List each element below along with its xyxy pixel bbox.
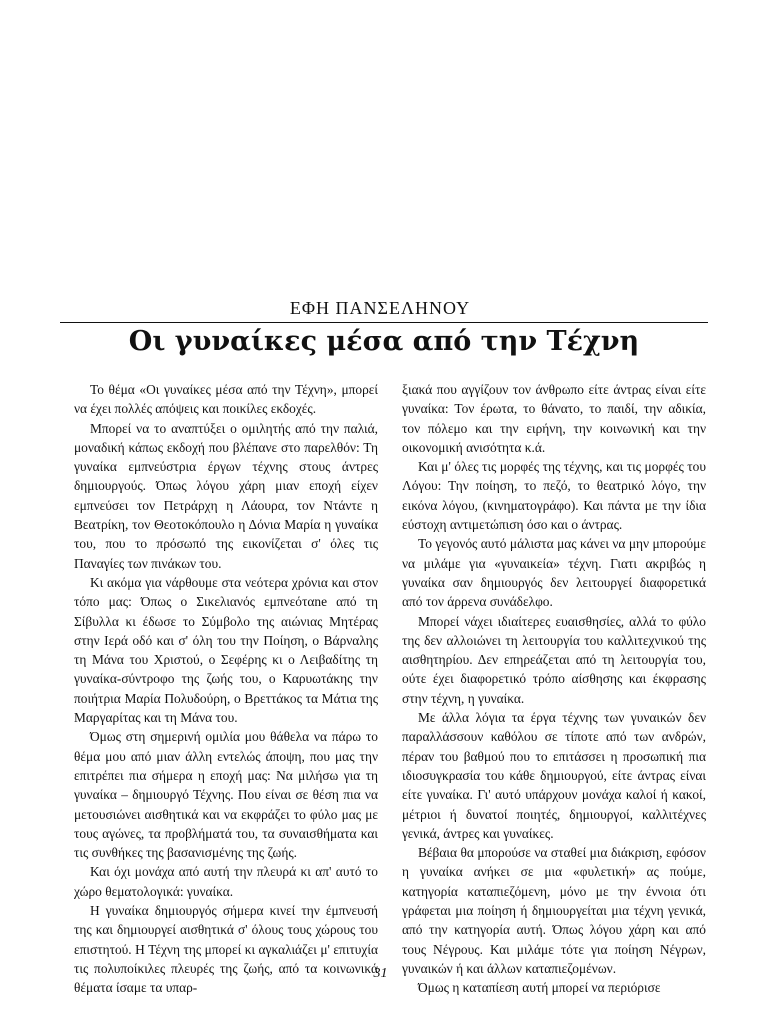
paragraph: Μπορεί νάχει ιδιαίτερες ευαισθησίες, αλλά το φύλο της δεν αλλοιώνει τη λειτουργία του καλλιτεχνικού της αισθητηρίου. Δεν επηρεάζεται από τη λειτουργία του, ούτε έχει διαφορετικό τρόπο αίσθησης και έκφρασης στην τέχνη, η γυναίκα. [402, 613, 706, 706]
paragraph: Κι ακόμα για νάρθουμε στα νεότερα χρόνια και στον τόπο μας: Όπως ο Σικελιανός εμπνεόταne από τη Σίβυλλα κι έδωσε το Σύμβολο της αιώνιας Μητέρας στην Ιερά οδό και σ' όλη του την Ποίηση, ο Βάρναλης τη Μάνα του Χριστού, ο Σεφέρης κι ο Λειβαδίτης τη γυναίκα-σύντροφο της ζωής του, ο Καρυωτάκης την ποιήτρια Μαρία Πολυδούρη, ο Βρεττάκος τα Μάτια της Μαργαρίτας και τη Μάνα του. [74, 574, 378, 726]
paragraph: Και μ' όλες τις μορφές της τέχνης, και τις μορφές του Λόγου: Την ποίηση, το πεζό, το θεατρικό λόγο, την εικόνα λόγου, (κινηματογράφο). Και πάντα με την ίδια εύστοχη αντιμετώπιση όσο και ο άντρας. [402, 459, 706, 533]
title-rule [60, 322, 708, 323]
paragraph: Όμως στη σημερινή ομιλία μου θάθελα να πάρω το θέμα μου από μιαν άλλη εντελώς άποψη, που μας την επιτρέπει πια σήμερα η εποχή μας: Να μιλήσω για τη γυναίκα – δημιουργό Τέχνης. Που είναι σε θέση πια να μετουσιώνει αισθητικά και να εκφράζει το φύλο μας με τους αγώνες, τα προβλήματά του, τα συναισθήματα και τις συνθήκες της βασανισμένης της ζωής. [74, 729, 378, 861]
page-number: 31 [373, 966, 388, 981]
paragraph: ξιακά που αγγίζουν τον άνθρωπο είτε άντρας είναι είτε γυναίκα: Τον έρωτα, το θάνατο, το παιδί, την αδικία, τον πόλεμο και την ειρήνη, την κοινωνική και την οικονομική ανισότητα κ.ά. [402, 382, 706, 455]
paragraph: Με άλλα λόγια τα έργα τέχνης των γυναικών δεν παραλλάσσουν καθόλου σε τίποτε από των ανδρών, πέραν του βαθμού που το επιτάσσει η προσωπική πια ιδιοσυγκρασία του κάθε δημιουργού, είτε άντρας είναι είτε γυναίκα. Γι' αυτό υπάρχουν μονάχα καλοί ή κακοί, μέτριοι ή δυνατοί ποιητές, δημιουργοί, καλλιτέχνες γενικά, άντρες και γυναίκες. [402, 710, 706, 841]
paragraph: Το θέμα «Οι γυναίκες μέσα από την Τέχνη», μπορεί να έχει πολλές απόψεις και ποικίλες εκδοχές. [74, 382, 378, 417]
paragraph: Η γυναίκα δημιουργός σήμερα κινεί την έμπνευσή της και δημιουργεί αισθητικά σ' όλους τους χώρους του επιστητού. Η Τέχνη της μπορεί κι αγκαλιάζει μ' επιτυχία τις πολυποίκιλες πλευρές της ζωής, από τα κοινωνικά θέματα ίσαμε τα υπαρ- [74, 903, 378, 996]
paragraph: Μπορεί να το αναπτύξει ο ομιλητής από την παλιά, μοναδική κάπως εκδοχή που βλέπανε στο παρελθόν: Τη γυναίκα εμπνεύστρια έργων τέχνης στους άντρες δημιουργούς. Όπως λόγου χάρη μιαν εποχή είχεν εμπνεύσει τον Πετράρχη η Λάουρα, τον Ντάντε η Βεατρίκη, τον Θεοτοκόπουλο η Δόνια Μαρία η γυναίκα του, που το πρόσωπό της εικονίζεται σ' όλες τις Παναγίες των πινάκων του. [74, 420, 378, 571]
paragraph: Το γεγονός αυτό μάλιστα μας κάνει να μην μπορούμε να μιλάμε για «γυναικεία» τέχνη. Γιατι ακριβώς η γυναίκα σαν δημιουργός δεν λειτουργεί διαφορετικά από τον άρρενα συνάδελφο. [402, 536, 706, 610]
author-name: ΕΦΗ ΠΑΝΣΕΛΗΝΟΥ [289, 298, 471, 318]
paragraph: Όμως η καταπίεση αυτή μπορεί να περιόρισε [418, 980, 661, 996]
right-column [402, 380, 706, 998]
article-title: Οι γυναίκες μέσα από την Τέχνη [128, 326, 640, 357]
paragraph: Και όχι μονάχα από αυτή την πλευρά κι απ' αυτό το χώρο θεματολογικά: γυναίκα. [74, 864, 378, 899]
paragraph: Βέβαια θα μπορούσε να σταθεί μια διάκριση, εφόσον η γυναίκα ανήκει σε μια «φυλετική» ας πούμε, κατηγορία καταπιεζόμενη, μόνο με την έννοια ότι γράφεται μια ποίηση ή δημιουργείται μια τέχνη γενικά, από την κατηγορία αυτή. Όπως λόγου χάρη και από τους Νέγρους. Και μιλάμε τότε για ποίηση Νέγρων, γυναικών ή και άλλων καταπιεζομένων. [402, 845, 706, 976]
left-column [74, 380, 378, 998]
